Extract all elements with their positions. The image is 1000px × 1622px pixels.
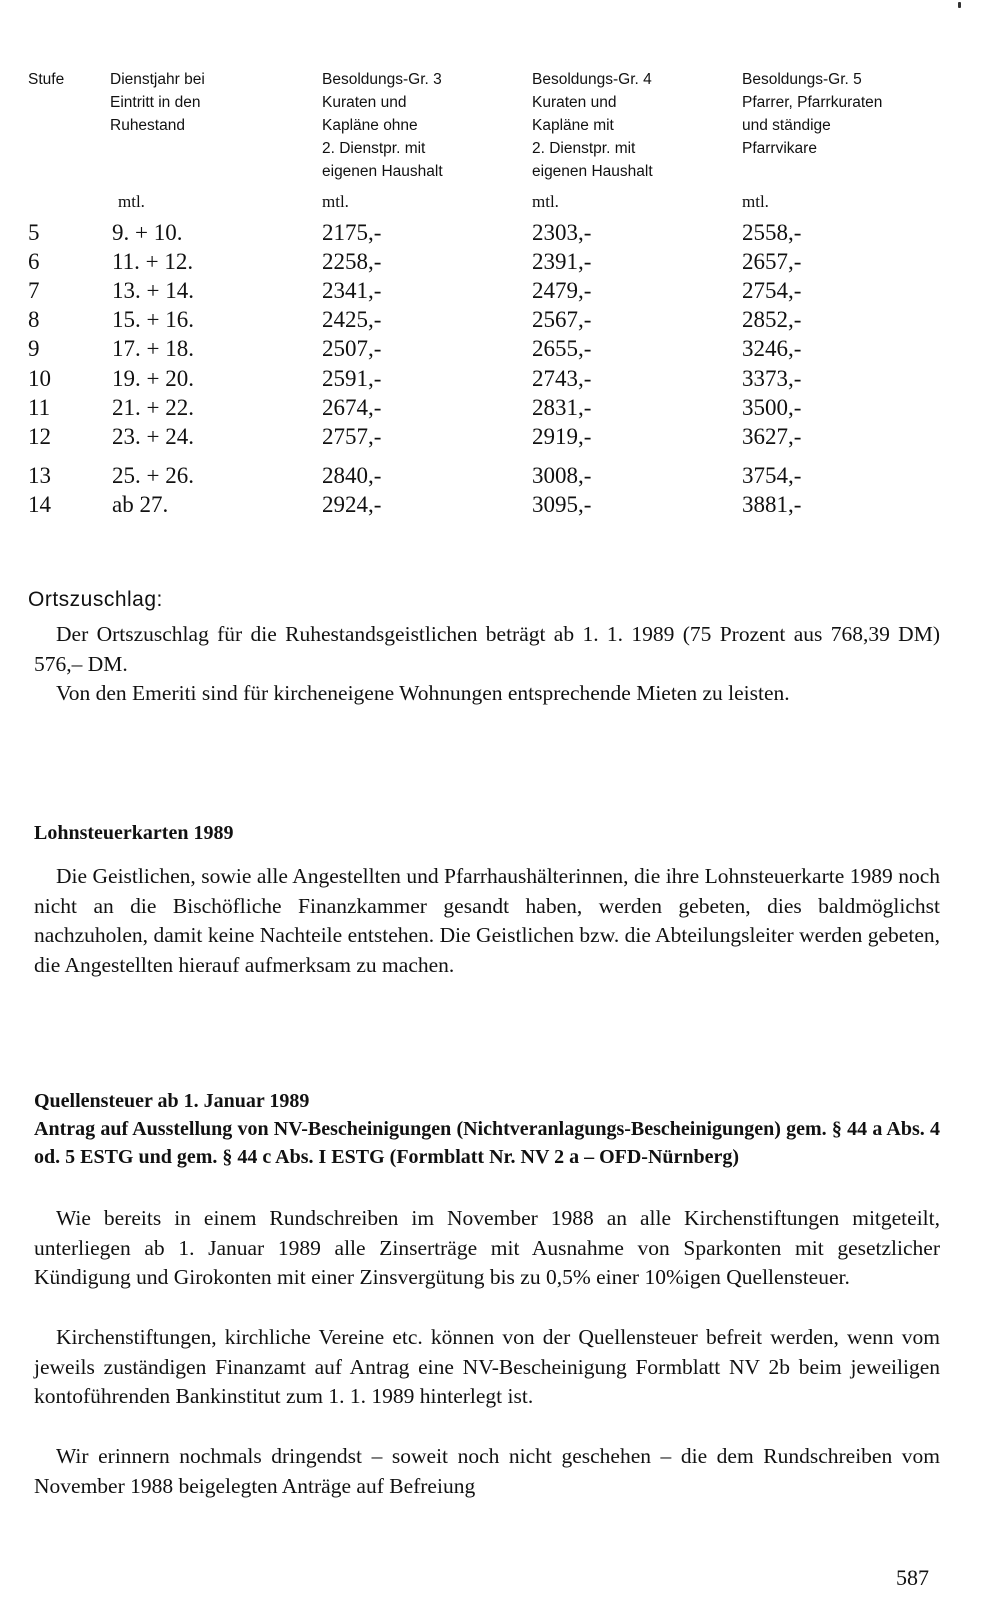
cell-stufe: 13	[28, 463, 51, 488]
cell-gr-3: 2591,-	[322, 366, 382, 391]
cell-dienstjahr: 25. + 26.	[112, 463, 194, 488]
unit-gr-4: mtl.	[532, 192, 559, 211]
cell-gr-5: 3246,-	[742, 336, 802, 361]
cell-stufe: 7	[28, 278, 40, 303]
lohnsteuer-paragraph: Die Geistlichen, sowie alle Angestellten und Pfarrhaushälterinnen, die ihre Lohnsteuerkarte 1989 noch nicht an die Bischöfliche Finanzkammer gesandt haben, werden gebeten, dies baldmöglichst nachzuholen, damit keine Nachteile entstehen. Die Geistlichen bzw. die Abteilungsleiter werden gebeten, die Angestellten hierauf aufmerksam zu machen.	[34, 864, 940, 977]
cell-gr-4: 2567,-	[532, 307, 592, 332]
cell-dienstjahr: 21. + 22.	[112, 395, 194, 420]
cell-gr-3: 2840,-	[322, 463, 382, 488]
table-unit-row	[0, 192, 1000, 216]
cell-gr-5: 2558,-	[742, 220, 802, 245]
cell-dienstjahr: 11. + 12.	[112, 249, 194, 274]
quellensteuer-heading: Quellensteuer ab 1. Januar 1989	[34, 1090, 310, 1112]
table-row	[0, 334, 1000, 364]
lohnsteuer-heading: Lohnsteuerkarten 1989	[34, 822, 234, 844]
header-line: und ständige	[742, 117, 831, 134]
cell-gr-5: 3881,-	[742, 492, 802, 517]
cell-stufe: 10	[28, 366, 51, 391]
header-line: Pfarrer, Pfarrkuraten	[742, 94, 883, 111]
header-line: Ruhestand	[110, 117, 185, 134]
header-line: eigenen Haushalt	[532, 163, 653, 180]
cell-gr-3: 2341,-	[322, 278, 382, 303]
header-line: Eintritt in den	[110, 94, 201, 111]
cell-dienstjahr: 17. + 18.	[112, 336, 194, 361]
cell-gr-4: 2743,-	[532, 366, 592, 391]
cell-gr-3: 2757,-	[322, 424, 382, 449]
cell-stufe: 5	[28, 220, 40, 245]
cell-gr-3: 2924,-	[322, 492, 382, 517]
cell-stufe: 11	[28, 395, 51, 420]
table-row	[0, 461, 1000, 491]
cell-stufe: 14	[28, 492, 51, 517]
unit-gr-3: mtl.	[322, 192, 349, 211]
cell-dienstjahr: ab 27.	[112, 492, 169, 517]
header-line: Stufe	[28, 71, 65, 88]
header-line: Besoldungs-Gr. 3	[322, 71, 442, 88]
header-line: Kapläne ohne	[322, 117, 418, 134]
quellensteuer-paragraph-2: Kirchenstiftungen, kirchliche Vereine etc. können von der Quellensteuer befreit werden, wenn vom jeweils zuständigen Finanzamt auf Antrag eine NV-Bescheinigung Formblatt NV 2b beim jeweiligen kontoführenden Bankinstitut zum 1. 1. 1989 hinterlegt ist.	[34, 1325, 940, 1408]
unit-gr-5: mtl.	[742, 192, 769, 211]
table-row	[0, 422, 1000, 452]
quellensteuer-paragraph-3: Wir erinnern nochmals dringendst – soweit noch nicht geschehen – die dem Rundschreiben vom November 1988 beigelegten Anträge auf Befreiung	[34, 1444, 940, 1498]
cell-gr-5: 3373,-	[742, 366, 802, 391]
cell-dienstjahr: 19. + 20.	[112, 366, 194, 391]
header-line: Besoldungs-Gr. 4	[532, 71, 652, 88]
cell-stufe: 8	[28, 307, 40, 332]
quellensteuer-subheading: Antrag auf Ausstellung von NV-Bescheinigungen (Nichtveranlagungs-Bescheinigungen) gem. § 44 a Abs. 4 od. 5 ESTG und gem. § 44 c Abs. I ESTG (Formblatt Nr. NV 2 a – OFD-Nürnberg)	[34, 1118, 940, 1168]
cell-stufe: 6	[28, 249, 40, 274]
cell-gr-4: 2303,-	[532, 220, 592, 245]
table-row	[0, 490, 1000, 520]
table-row	[0, 276, 1000, 306]
cell-stufe: 12	[28, 424, 51, 449]
table-row	[0, 247, 1000, 277]
header-line: Kuraten und	[322, 94, 407, 111]
header-dienstjahr	[110, 68, 205, 137]
ortszuschlag-label: Ortszuschlag:	[28, 588, 163, 611]
cell-dienstjahr: 9. + 10.	[112, 220, 183, 245]
table-row	[0, 218, 1000, 248]
cell-gr-5: 3500,-	[742, 395, 802, 420]
cell-stufe: 9	[28, 336, 40, 361]
cell-gr-4: 2391,-	[532, 249, 592, 274]
cell-gr-4: 2479,-	[532, 278, 592, 303]
cell-gr-5: 2852,-	[742, 307, 802, 332]
header-line: Pfarrvikare	[742, 140, 817, 157]
cell-gr-4: 2655,-	[532, 336, 592, 361]
cell-dienstjahr: 13. + 14.	[112, 278, 194, 303]
cell-gr-5: 3754,-	[742, 463, 802, 488]
cell-gr-3: 2258,-	[322, 249, 382, 274]
header-stufe	[28, 68, 64, 91]
table-row	[0, 364, 1000, 394]
header-line: Kuraten und	[532, 94, 617, 111]
ortszuschlag-paragraph-1: Der Ortszuschlag für die Ruhestandsgeistlichen beträgt ab 1. 1. 1989 (75 Prozent aus 768,39 DM) 576,– DM.	[34, 622, 940, 676]
cell-gr-5: 2657,-	[742, 249, 802, 274]
header-besoldungs-gr-4	[532, 68, 653, 183]
header-line: 2. Dienstpr. mit	[532, 140, 636, 157]
cell-gr-4: 3008,-	[532, 463, 592, 488]
scan-speck	[958, 2, 961, 8]
cell-dienstjahr: 15. + 16.	[112, 307, 194, 332]
header-line: eigenen Haushalt	[322, 163, 443, 180]
header-line: Besoldungs-Gr. 5	[742, 71, 862, 88]
header-besoldungs-gr-3	[322, 68, 443, 183]
header-line: Kapläne mit	[532, 117, 614, 134]
header-line: 2. Dienstpr. mit	[322, 140, 426, 157]
cell-gr-4: 2831,-	[532, 395, 592, 420]
cell-gr-4: 2919,-	[532, 424, 592, 449]
header-line: Dienstjahr bei	[110, 71, 205, 88]
header-besoldungs-gr-5	[742, 68, 882, 160]
ortszuschlag-paragraph-2: Von den Emeriti sind für kircheneigene Wohnungen entsprechende Mieten zu leisten.	[56, 681, 790, 705]
quellensteuer-paragraph-1: Wie bereits in einem Rundschreiben im November 1988 an alle Kirchenstiftungen mitgeteilt, unterliegen ab 1. Januar 1989 alle Zinserträge mit Ausnahme von Sparkonten mit gesetzlicher Kündigung und Girokonten mit einer Zinsvergütung bis zu 0,5% einer 10%igen Quellensteuer.	[34, 1206, 940, 1289]
cell-gr-5: 2754,-	[742, 278, 802, 303]
cell-gr-3: 2425,-	[322, 307, 382, 332]
cell-gr-3: 2674,-	[322, 395, 382, 420]
cell-gr-4: 3095,-	[532, 492, 592, 517]
page-number: 587	[896, 1565, 929, 1590]
table-row	[0, 393, 1000, 423]
cell-gr-3: 2507,-	[322, 336, 382, 361]
table-header	[0, 68, 1000, 198]
cell-dienstjahr: 23. + 24.	[112, 424, 194, 449]
table-row	[0, 305, 1000, 335]
cell-gr-3: 2175,-	[322, 220, 382, 245]
unit-dienstjahr: mtl.	[118, 192, 145, 211]
cell-gr-5: 3627,-	[742, 424, 802, 449]
